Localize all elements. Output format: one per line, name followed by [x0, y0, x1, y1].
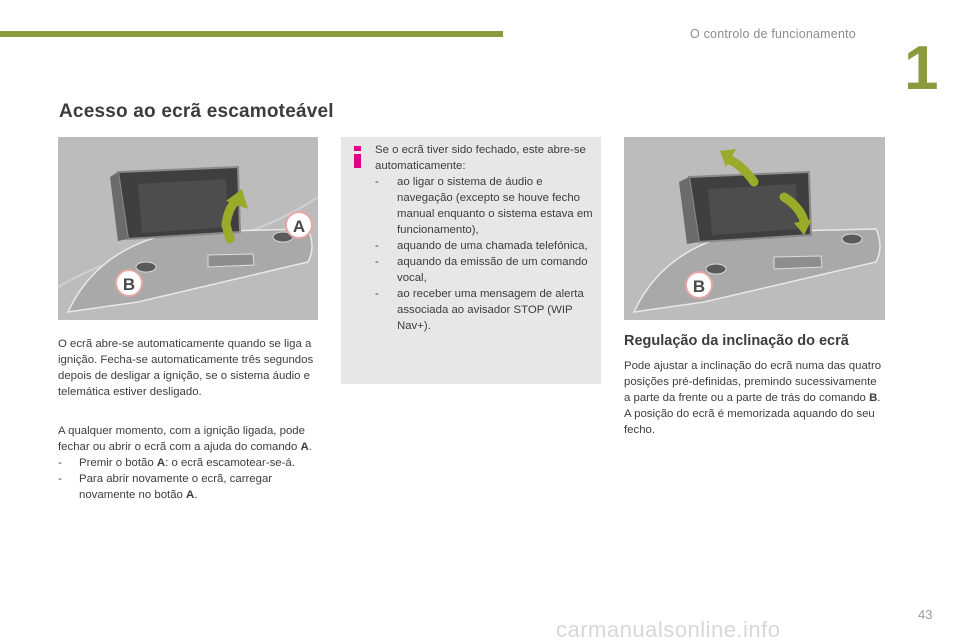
- info-intro: Se o ecrã tiver sido fechado, este abre-se automaticamente:: [375, 144, 586, 172]
- paragraph-auto-open: O ecrã abre-se automaticamente quando se liga a ignição. Fecha-se automaticamente três segundos depois de desligar a ignição, se o sistema áudio e telemática estiver desligado.: [58, 338, 314, 398]
- header-accent-bar: [0, 31, 503, 37]
- page-title: Acesso ao ecrã escamoteável: [59, 101, 334, 122]
- watermark: carmanualsonline.info: [556, 617, 781, 642]
- list-item: - Premir o botão A: o ecrã escamotear-se-á.: [58, 457, 295, 469]
- list-item: - ao receber uma mensagem de alerta associada ao avisador STOP (WIP Nav+).: [375, 288, 584, 332]
- callout-a: A: [292, 217, 306, 236]
- list-item: - aquando de uma chamada telefónica,: [375, 240, 588, 252]
- figure-screen-open: [58, 137, 318, 320]
- figure-screen-tilt: [624, 137, 885, 320]
- list-item: - aquando da emissão de um comando vocal,: [375, 256, 588, 284]
- list-item: - ao ligar o sistema de áudio e navegação (excepto se houve fecho manual enquanto o sistema estava em funcionamento),: [375, 176, 593, 236]
- subtitle-tilt: Regulação da inclinação do ecrã: [624, 333, 849, 349]
- callout-b: B: [122, 275, 136, 294]
- info-box: [341, 137, 601, 384]
- list-item: - Para abrir novamente o ecrã, carregar novamente no botão A.: [58, 473, 273, 501]
- chapter-number: 1: [904, 34, 939, 103]
- info-icon: [354, 146, 361, 168]
- callout-b: B: [692, 277, 706, 296]
- paragraph-tilt: Pode ajustar a inclinação do ecrã numa das quatro posições pré-definidas, premindo sucessivamente a parte da frente ou a parte de trás do comando B. A posição do ecrã é memorizada aquando do seu fecho.: [624, 360, 882, 436]
- section-title: O controlo de funcionamento: [690, 27, 856, 41]
- page-number: 43: [918, 607, 933, 622]
- paragraph-manual-control: A qualquer momento, com a ignição ligada, pode fechar ou abrir o ecrã com a ajuda do comando A. - Premir o botão A: o ecrã escamotear-se-á. - Para abrir novamente o ecrã, carregar novamente no botão A.: [58, 423, 324, 503]
